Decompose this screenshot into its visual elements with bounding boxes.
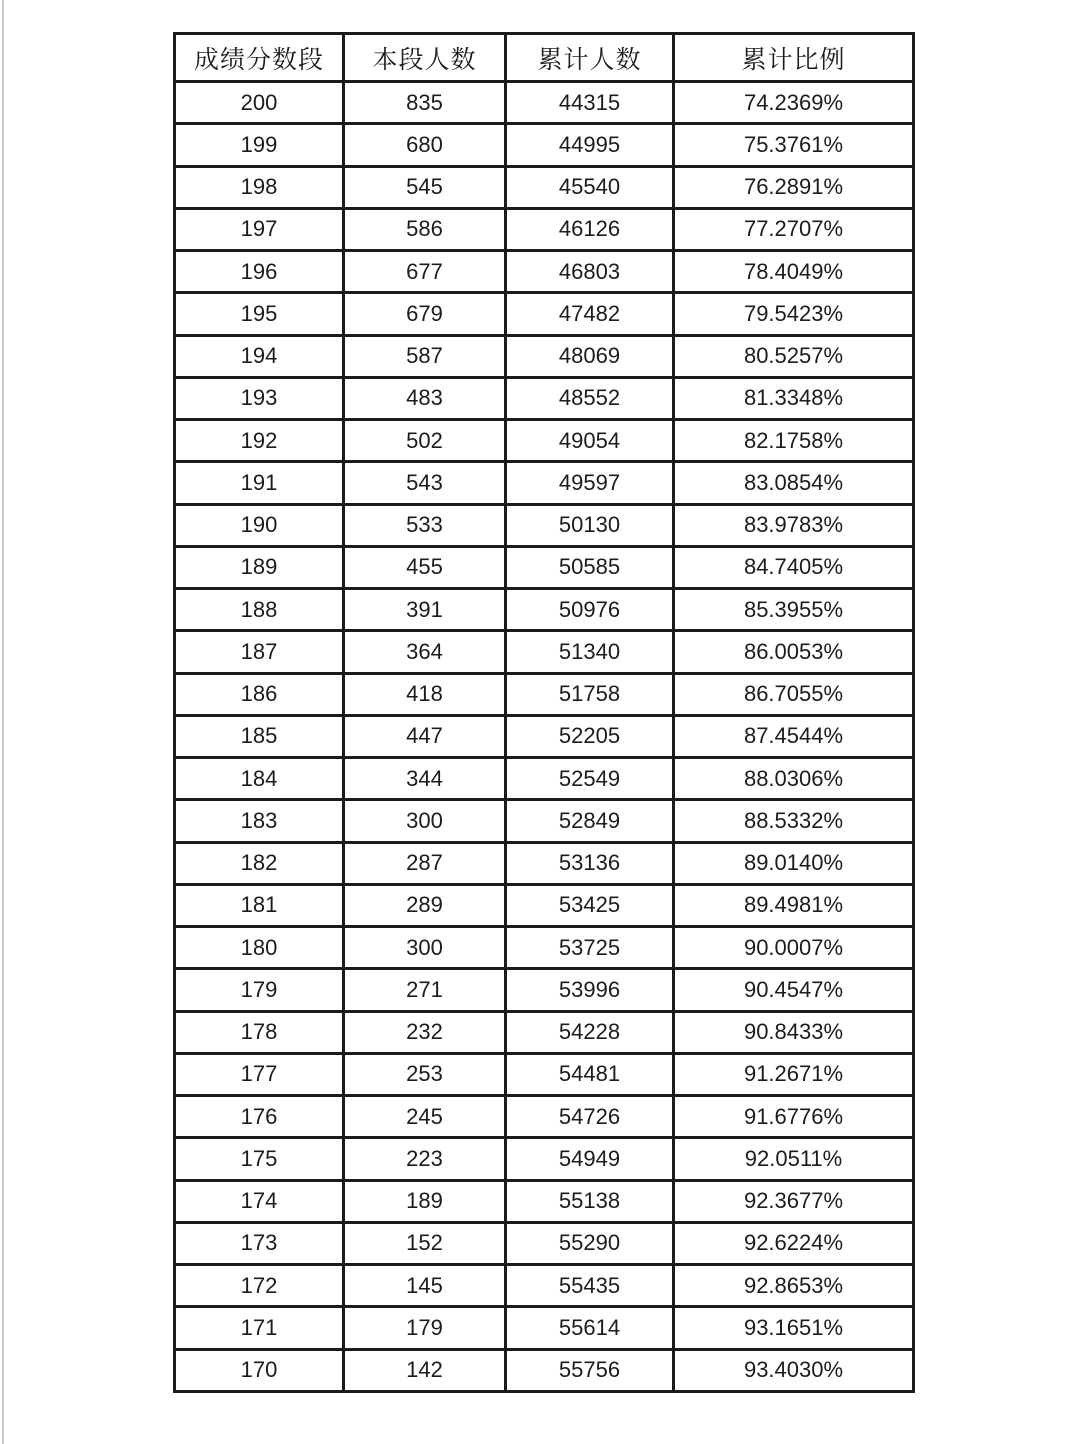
cell-cumulative-count: 49597 — [506, 462, 674, 504]
cell-cumulative-ratio: 84.7405% — [674, 546, 914, 588]
cell-score-segment: 188 — [175, 589, 344, 631]
cell-cumulative-ratio: 78.4049% — [674, 251, 914, 293]
cell-cumulative-ratio: 91.6776% — [674, 1096, 914, 1138]
cell-cumulative-count: 44995 — [506, 124, 674, 166]
cell-cumulative-ratio: 80.5257% — [674, 335, 914, 377]
cell-cumulative-ratio: 85.3955% — [674, 589, 914, 631]
cell-score-segment: 192 — [175, 420, 344, 462]
cell-segment-count: 189 — [344, 1180, 506, 1222]
table-row — [175, 504, 914, 546]
cell-score-segment: 197 — [175, 208, 344, 250]
cell-segment-count: 587 — [344, 335, 506, 377]
cell-cumulative-ratio: 88.5332% — [674, 800, 914, 842]
table-row — [175, 673, 914, 715]
table-row — [175, 335, 914, 377]
table-row — [175, 1053, 914, 1095]
cell-cumulative-count: 50130 — [506, 504, 674, 546]
table-row — [175, 546, 914, 588]
cell-segment-count: 586 — [344, 208, 506, 250]
cell-segment-count: 223 — [344, 1138, 506, 1180]
cell-segment-count: 152 — [344, 1222, 506, 1264]
cell-score-segment: 194 — [175, 335, 344, 377]
cell-score-segment: 199 — [175, 124, 344, 166]
cell-segment-count: 545 — [344, 166, 506, 208]
table-row — [175, 462, 914, 504]
table-row — [175, 927, 914, 969]
cell-cumulative-ratio: 92.0511% — [674, 1138, 914, 1180]
table-row — [175, 969, 914, 1011]
cell-segment-count: 455 — [344, 546, 506, 588]
header-row — [175, 34, 914, 82]
scan-edge-artifact — [2, 0, 4, 1444]
table-row — [175, 377, 914, 419]
cell-segment-count: 300 — [344, 800, 506, 842]
cell-segment-count: 391 — [344, 589, 506, 631]
table-row — [175, 251, 914, 293]
cell-cumulative-ratio: 89.4981% — [674, 884, 914, 926]
cell-score-segment: 172 — [175, 1265, 344, 1307]
cell-cumulative-ratio: 92.8653% — [674, 1265, 914, 1307]
table-row — [175, 166, 914, 208]
table-row — [175, 1307, 914, 1349]
cell-segment-count: 142 — [344, 1349, 506, 1392]
table-row — [175, 631, 914, 673]
cell-score-segment: 191 — [175, 462, 344, 504]
cell-cumulative-count: 44315 — [506, 82, 674, 124]
table-row — [175, 589, 914, 631]
cell-cumulative-count: 52849 — [506, 800, 674, 842]
cell-segment-count: 287 — [344, 842, 506, 884]
cell-score-segment: 170 — [175, 1349, 344, 1392]
cell-score-segment: 185 — [175, 715, 344, 757]
cell-score-segment: 175 — [175, 1138, 344, 1180]
table-row — [175, 208, 914, 250]
cell-cumulative-ratio: 92.6224% — [674, 1222, 914, 1264]
cell-cumulative-count: 46126 — [506, 208, 674, 250]
cell-cumulative-count: 53136 — [506, 842, 674, 884]
cell-segment-count: 447 — [344, 715, 506, 757]
cell-cumulative-ratio: 93.4030% — [674, 1349, 914, 1392]
cell-cumulative-ratio: 91.2671% — [674, 1053, 914, 1095]
cell-score-segment: 200 — [175, 82, 344, 124]
header-segment-count: 本段人数 — [344, 34, 506, 82]
cell-cumulative-count: 51758 — [506, 673, 674, 715]
cell-cumulative-count: 51340 — [506, 631, 674, 673]
cell-score-segment: 198 — [175, 166, 344, 208]
cell-segment-count: 344 — [344, 758, 506, 800]
cell-segment-count: 289 — [344, 884, 506, 926]
cell-segment-count: 483 — [344, 377, 506, 419]
cell-score-segment: 190 — [175, 504, 344, 546]
cell-cumulative-ratio: 74.2369% — [674, 82, 914, 124]
cell-cumulative-ratio: 81.3348% — [674, 377, 914, 419]
cell-score-segment: 180 — [175, 927, 344, 969]
cell-cumulative-count: 45540 — [506, 166, 674, 208]
header-cumulative-count: 累计人数 — [506, 34, 674, 82]
table-row — [175, 1265, 914, 1307]
cell-segment-count: 679 — [344, 293, 506, 335]
cell-segment-count: 533 — [344, 504, 506, 546]
cell-cumulative-ratio: 90.4547% — [674, 969, 914, 1011]
cell-segment-count: 253 — [344, 1053, 506, 1095]
cell-score-segment: 193 — [175, 377, 344, 419]
cell-cumulative-count: 53425 — [506, 884, 674, 926]
table-row — [175, 842, 914, 884]
cell-cumulative-count: 54481 — [506, 1053, 674, 1095]
table-row — [175, 420, 914, 462]
cell-cumulative-ratio: 75.3761% — [674, 124, 914, 166]
cell-score-segment: 184 — [175, 758, 344, 800]
cell-segment-count: 300 — [344, 927, 506, 969]
cell-cumulative-count: 55435 — [506, 1265, 674, 1307]
cell-cumulative-ratio: 92.3677% — [674, 1180, 914, 1222]
cell-score-segment: 186 — [175, 673, 344, 715]
cell-segment-count: 179 — [344, 1307, 506, 1349]
cell-cumulative-ratio: 87.4544% — [674, 715, 914, 757]
cell-cumulative-count: 55290 — [506, 1222, 674, 1264]
table-body — [175, 82, 914, 1392]
table-row — [175, 124, 914, 166]
cell-cumulative-ratio: 86.7055% — [674, 673, 914, 715]
cell-cumulative-count: 54228 — [506, 1011, 674, 1053]
cell-cumulative-count: 49054 — [506, 420, 674, 462]
cell-cumulative-count: 53996 — [506, 969, 674, 1011]
table-row — [175, 758, 914, 800]
table-row — [175, 82, 914, 124]
cell-cumulative-count: 53725 — [506, 927, 674, 969]
table-row — [175, 1180, 914, 1222]
cell-segment-count: 364 — [344, 631, 506, 673]
table-row — [175, 1096, 914, 1138]
cell-cumulative-count: 50585 — [506, 546, 674, 588]
cell-cumulative-ratio: 90.8433% — [674, 1011, 914, 1053]
score-distribution-table — [173, 32, 915, 1393]
table-row — [175, 884, 914, 926]
table-row — [175, 1011, 914, 1053]
cell-score-segment: 182 — [175, 842, 344, 884]
cell-score-segment: 173 — [175, 1222, 344, 1264]
cell-score-segment: 179 — [175, 969, 344, 1011]
table-row — [175, 800, 914, 842]
cell-score-segment: 177 — [175, 1053, 344, 1095]
cell-score-segment: 181 — [175, 884, 344, 926]
cell-cumulative-ratio: 79.5423% — [674, 293, 914, 335]
cell-cumulative-count: 52205 — [506, 715, 674, 757]
cell-cumulative-ratio: 86.0053% — [674, 631, 914, 673]
table-row — [175, 1349, 914, 1392]
cell-segment-count: 418 — [344, 673, 506, 715]
cell-cumulative-count: 47482 — [506, 293, 674, 335]
cell-cumulative-ratio: 89.0140% — [674, 842, 914, 884]
cell-cumulative-ratio: 83.9783% — [674, 504, 914, 546]
cell-cumulative-count: 46803 — [506, 251, 674, 293]
cell-cumulative-ratio: 77.2707% — [674, 208, 914, 250]
cell-cumulative-ratio: 82.1758% — [674, 420, 914, 462]
cell-score-segment: 171 — [175, 1307, 344, 1349]
cell-segment-count: 677 — [344, 251, 506, 293]
cell-cumulative-count: 50976 — [506, 589, 674, 631]
cell-cumulative-ratio: 88.0306% — [674, 758, 914, 800]
cell-segment-count: 271 — [344, 969, 506, 1011]
table-row — [175, 1138, 914, 1180]
cell-score-segment: 178 — [175, 1011, 344, 1053]
cell-segment-count: 232 — [344, 1011, 506, 1053]
cell-score-segment: 187 — [175, 631, 344, 673]
cell-score-segment: 176 — [175, 1096, 344, 1138]
cell-cumulative-count: 54726 — [506, 1096, 674, 1138]
cell-cumulative-count: 48552 — [506, 377, 674, 419]
header-score-segment: 成绩分数段 — [175, 34, 344, 82]
cell-cumulative-count: 54949 — [506, 1138, 674, 1180]
table-row — [175, 715, 914, 757]
cell-cumulative-ratio: 90.0007% — [674, 927, 914, 969]
cell-score-segment: 196 — [175, 251, 344, 293]
cell-cumulative-ratio: 83.0854% — [674, 462, 914, 504]
cell-cumulative-ratio: 93.1651% — [674, 1307, 914, 1349]
cell-cumulative-count: 52549 — [506, 758, 674, 800]
cell-cumulative-count: 55614 — [506, 1307, 674, 1349]
cell-score-segment: 195 — [175, 293, 344, 335]
cell-score-segment: 174 — [175, 1180, 344, 1222]
cell-segment-count: 543 — [344, 462, 506, 504]
cell-cumulative-ratio: 76.2891% — [674, 166, 914, 208]
cell-score-segment: 189 — [175, 546, 344, 588]
cell-cumulative-count: 55756 — [506, 1349, 674, 1392]
cell-score-segment: 183 — [175, 800, 344, 842]
cell-segment-count: 680 — [344, 124, 506, 166]
cell-segment-count: 145 — [344, 1265, 506, 1307]
cell-segment-count: 835 — [344, 82, 506, 124]
cell-segment-count: 245 — [344, 1096, 506, 1138]
header-cumulative-ratio: 累计比例 — [674, 34, 914, 82]
table-row — [175, 293, 914, 335]
cell-segment-count: 502 — [344, 420, 506, 462]
cell-cumulative-count: 55138 — [506, 1180, 674, 1222]
cell-cumulative-count: 48069 — [506, 335, 674, 377]
table-row — [175, 1222, 914, 1264]
